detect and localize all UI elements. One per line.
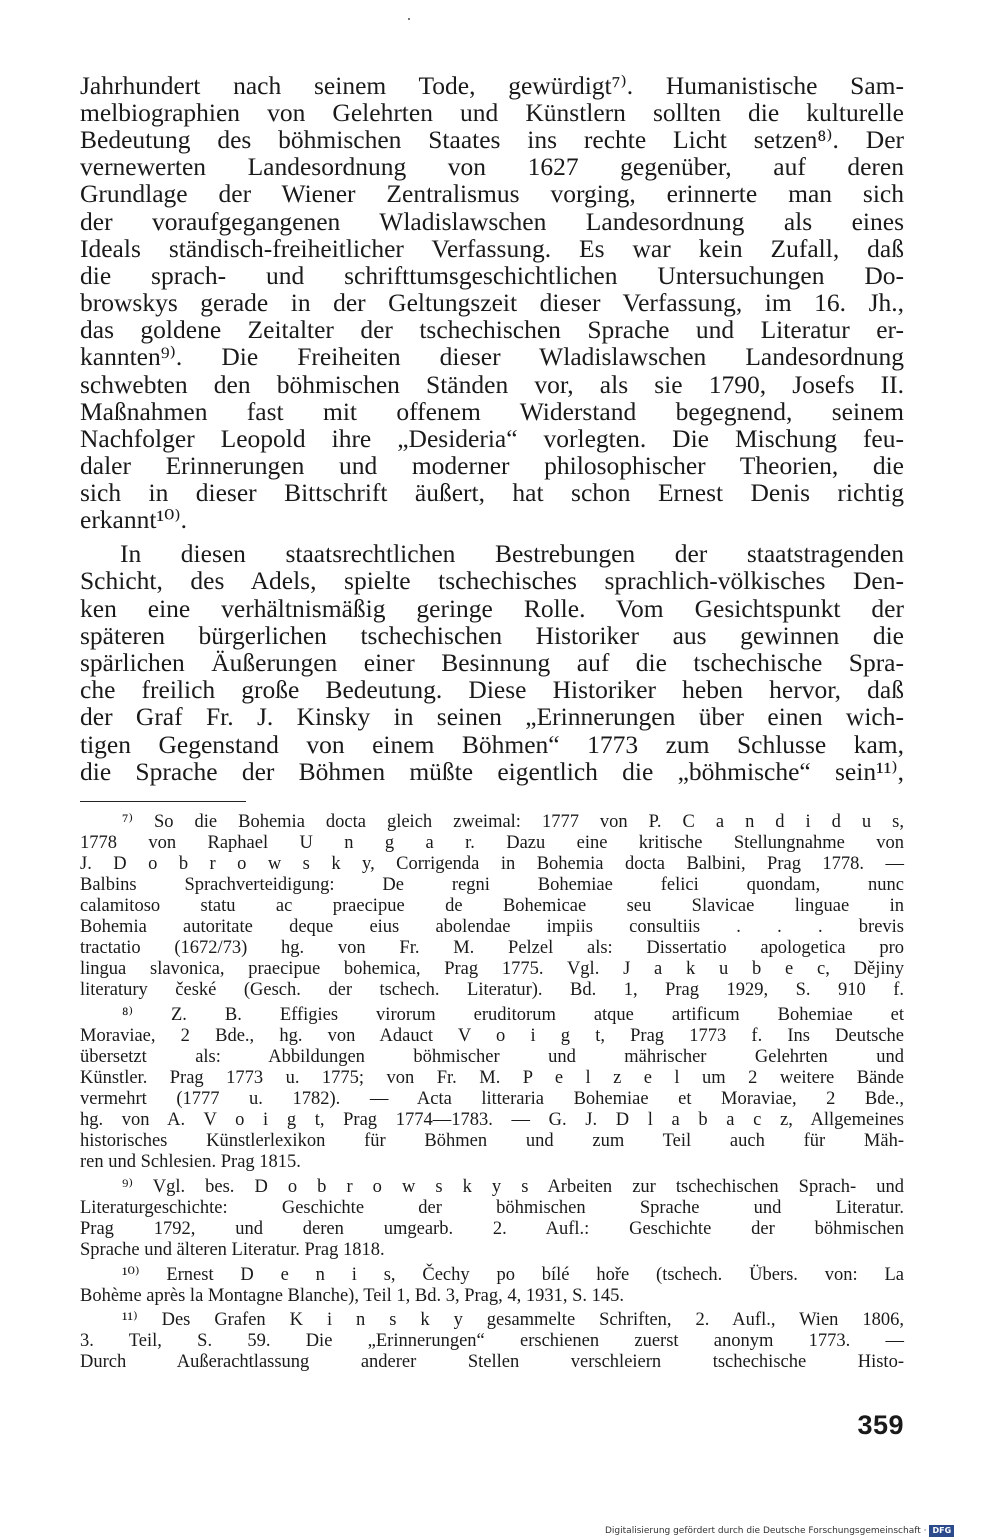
footnote-line: Bohemia autoritate deque eius abolendae impiis consultiis . . . brevis	[80, 917, 904, 937]
footnote-line: historisches Künstlerlexikon für Böhmen und zum Teil auch für Mäh-	[80, 1131, 904, 1151]
footnote-line: Balbins Sprachverteidigung: De regni Bohemiae felici quondam, nunc	[80, 875, 904, 895]
footnote-line: calamitoso statu ac praecipue de Bohemicae seu Slavicae linguae in	[80, 896, 904, 916]
body-line: Ideals ständisch-freiheitlicher Verfassung. Es war kein Zufall, daß	[80, 234, 904, 263]
body-line: tigen Gegenstand von einem Böhmen“ 1773 zum Schlusse kam,	[80, 730, 904, 759]
body-line: Maßnahmen fast mit offenem Widerstand begegnend, seinem	[80, 397, 904, 426]
footnote-line: tractatio (1672/73) hg. von Fr. M. Pelzel als: Dissertatio apologetica pro	[80, 938, 904, 958]
page-number: 359	[857, 1410, 904, 1440]
body-line: der Graf Fr. J. Kinsky in seinen „Erinnerungen über einen wich-	[80, 702, 904, 731]
paragraph-start-line: In diesen staatsrechtlichen Bestrebungen der staatstragenden	[120, 539, 904, 568]
body-line: kannten⁹⁾. Die Freiheiten dieser Wladislawschen Landesordnung	[80, 342, 904, 371]
body-line: erkannt¹⁰⁾.	[80, 505, 187, 534]
body-line: browskys gerade in der Geltungszeit dieser Verfassung, im 16. Jh.,	[80, 288, 904, 317]
footnote-line: Durch Außerachtlassung anderer Stellen verschleiern tschechische Histo-	[80, 1352, 904, 1372]
footnote-9-start: ⁹⁾ Vgl. bes. D o b r o w s k y s Arbeiten zur tschechischen Sprach- und	[122, 1177, 904, 1197]
footnote-line: vermehrt (1777 u. 1782). — Acta litteraria Bohemiae et Moraviae, 2 Bde.,	[80, 1089, 904, 1109]
body-line: das goldene Zeitalter der tschechischen Sprache und Literatur er-	[80, 315, 904, 344]
footnote-line: Moraviae, 2 Bde., hg. von Adauct V o i g t, Prag 1773 f. Ins Deutsche	[80, 1026, 904, 1046]
footnote-line: Sprache und älteren Literatur. Prag 1818.	[80, 1240, 385, 1260]
footnote-divider	[80, 801, 246, 802]
body-line: die Sprache der Böhmen müßte eigentlich die „böhmische“ sein¹¹⁾,	[80, 757, 904, 786]
footnote-11-start: ¹¹⁾ Des Grafen K i n s k y gesammelte Schriften, 2. Aufl., Wien 1806,	[122, 1310, 904, 1330]
body-line: melbiographien von Gelehrten und Künstlern sollten die kulturelle	[80, 98, 904, 127]
body-line: Bedeutung des böhmischen Staates ins rechte Licht setzen⁸⁾. Der	[80, 125, 904, 154]
body-line: der voraufgegangenen Wladislawschen Landesordnung als eines	[80, 207, 904, 236]
body-line: daler Erinnerungen und moderner philosophischer Theorien, die	[80, 451, 904, 480]
body-line: che freilich große Bedeutung. Diese Historiker heben hervor, daß	[80, 675, 904, 704]
body-line: Nachfolger Leopold ihre „Desideria“ vorlegten. Die Mischung feu-	[80, 424, 904, 453]
body-line: späteren bürgerlichen tschechischen Historiker aus gewinnen die	[80, 621, 904, 650]
footnote-line: Literaturgeschichte: Geschichte der böhmischen Sprache und Literatur.	[80, 1198, 904, 1218]
body-line: ken eine verhältnismäßig geringe Rolle. Vom Gesichtspunkt der	[80, 594, 904, 623]
footnote-line: hg. von A. V o i g t, Prag 1774—1783. — G. J. D l a b a c z, Allgemeines	[80, 1110, 904, 1130]
body-line: Schicht, des Adels, spielte tschechisches sprachlich-völkisches Den-	[80, 566, 904, 595]
body-line: Jahrhundert nach seinem Tode, gewürdigt⁷⁾. Humanistische Sam-	[80, 71, 904, 100]
footnote-line: 1778 von Raphael U n g a r. Dazu eine kritische Stellungnahme von	[80, 833, 904, 853]
footnote-line: Künstler. Prag 1773 u. 1775; von Fr. M. P e l z e l um 2 weitere Bände	[80, 1068, 904, 1088]
footnote-line: literatury české (Gesch. der tschech. Literatur). Bd. 1, Prag 1929, S. 910 f.	[80, 980, 904, 1000]
footnote-line: lingua slavonica, praecipue bohemica, Prag 1775. Vgl. J a k u b e c, Dějiny	[80, 959, 904, 979]
body-line: vernewerten Landesordnung von 1627 gegenüber, auf deren	[80, 152, 904, 181]
footnote-8-start: ⁸⁾ Z. B. Effigies virorum eruditorum atque artificum Bohemiae et	[122, 1005, 904, 1025]
footnote-line: ren und Schlesien. Prag 1815.	[80, 1152, 301, 1172]
body-line: die sprach- und schrifttumsgeschichtlichen Untersuchungen Do-	[80, 261, 904, 290]
footnote-line: Prag 1792, und deren umgearb. 2. Aufl.: Geschichte der böhmischen	[80, 1219, 904, 1239]
body-line: schwebten den böhmischen Ständen vor, als sie 1790, Josefs II.	[80, 370, 904, 399]
digitization-credit	[605, 1524, 999, 1538]
body-line: sich in dieser Bittschrift äußert, hat schon Ernest Denis richtig	[80, 478, 904, 507]
footnote-line: übersetzt als: Abbildungen böhmischer und mährischer Gelehrten und	[80, 1047, 904, 1067]
body-line: Grundlage der Wiener Zentralismus vorging, erinnerte man sich	[80, 179, 904, 208]
footnote-10-start: ¹⁰⁾ Ernest D e n i s, Čechy po bílé hoře (tschech. Übers. von: La	[122, 1265, 904, 1285]
dfg-logo: DFG	[929, 1525, 954, 1537]
credit-text: Digitalisierung gefördert durch die Deutsche Forschungsgemeinschaft ·	[605, 1526, 927, 1536]
scan-mark	[408, 18, 410, 20]
footnote-line: Bohème après la Montagne Blanche), Teil 1, Bd. 3, Prag, 4, 1931, S. 145.	[80, 1286, 625, 1306]
footnote-line: J. D o b r o w s k y, Corrigenda in Bohemia docta Balbini, Prag 1778. —	[80, 854, 904, 874]
footnote-7-start: ⁷⁾ So die Bohemia docta gleich zweimal: 1777 von P. C a n d i d u s,	[122, 812, 904, 832]
footnote-line: 3. Teil, S. 59. Die „Erinnerungen“ erschienen zuerst anonym 1773. —	[80, 1331, 904, 1351]
body-line: spärlichen Äußerungen einer Besinnung auf die tschechische Spra-	[80, 648, 904, 677]
